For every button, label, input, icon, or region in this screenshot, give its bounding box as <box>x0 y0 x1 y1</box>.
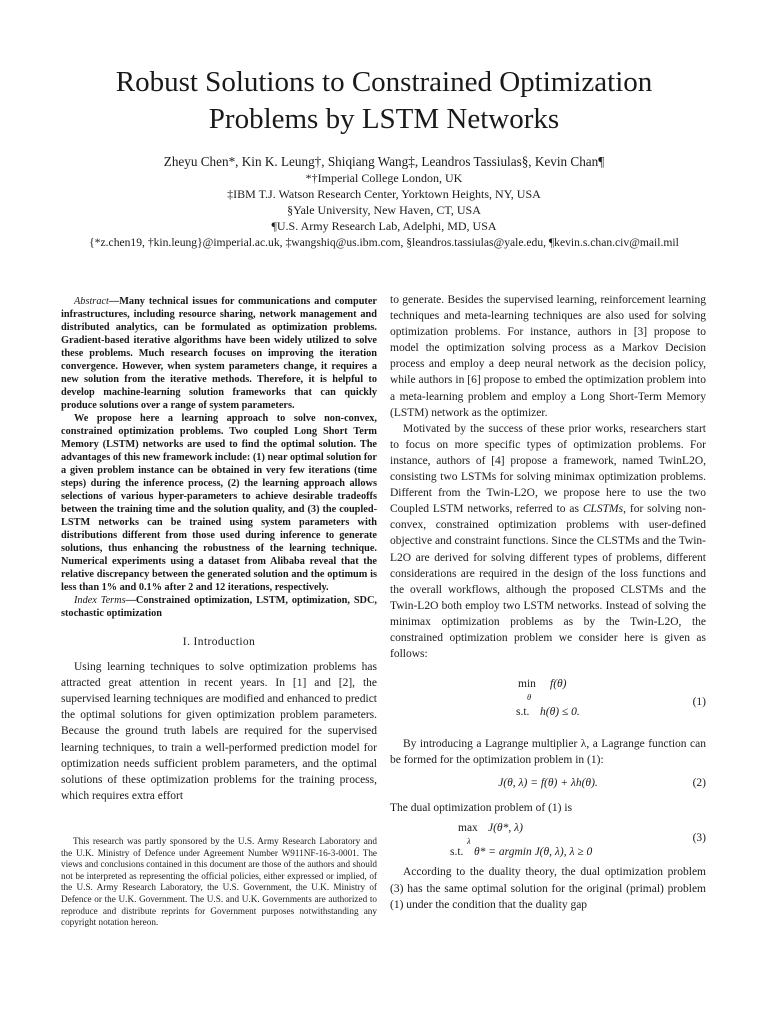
clstms-term: CLSTMs <box>582 503 624 516</box>
eq1-number: (1) <box>692 696 706 709</box>
eq1-min-operator: min <box>518 678 536 691</box>
right-paragraph-2-text-a: Motivated by the success of these prior works, researchers start to focus on more specific types of optimization problems. For instance, authors of [4] propose a framework, named TwinL2O, consisting two LSTMs for solving minimax optimization problems. Different from the Twin-L2O, we propose here to use the two Coupled LSTM networks, referred to as <box>390 422 706 516</box>
affiliation-yale: §Yale University, New Haven, CT, USA <box>287 203 481 217</box>
right-paragraph-3: By introducing a Lagrange multiplier λ, a Lagrange function can be formed for the optimization problem in (1): <box>390 738 706 767</box>
eq3-max-subscript: λ <box>467 836 471 847</box>
eq3-objective: J(θ*, λ) <box>488 822 523 835</box>
equation-3 <box>390 816 706 860</box>
affiliation-ibm: ‡IBM T.J. Watson Research Center, Yorktown Heights, NY, USA <box>227 187 541 201</box>
index-terms-label: Index Terms <box>74 595 126 606</box>
eq3-constraint: θ* = argmin J(θ, λ), λ ≥ 0 <box>474 846 593 859</box>
abstract-label: Abstract <box>74 296 109 307</box>
right-column <box>390 292 706 913</box>
abstract-text-1: —Many technical issues for communications and computer infrastructures, including resource sharing, network management and distributed analytics, can be formulated as optimization problems. Gradient-based iterative algorithms have been widely utilized to solve these problems. Much research focuses on improving the iteration convergence. However, when system parameters change, it requires a new solution from the iterative methods. Therefore, it is helpful to develop machine-learning solution frameworks that can quickly produce solutions over a range of system parameters. <box>61 296 377 411</box>
right-paragraph-2-text-b: , for solving non-convex, constrained optimization problems with user-defined objective and constraint functions. Since the CLSTMs and the Twin-L2O are derived for solving different types of problems, different considerations are required in the design of the loss functions and the overall workflows, although the proposed CLSTMs and the Twin-L2O both employ two LSTM networks. Instead of solving the minimax optimization problems as by the Twin-L2O, the constrained optimization problem we consider here is given as follows: <box>390 503 706 661</box>
author-list: Zheyu Chen*, Kin K. Leung†, Shiqiang Wang‡, Leandros Tassiulas§, Kevin Chan¶ <box>163 154 605 169</box>
affiliation-arl: ¶U.S. Army Research Lab, Adelphi, MD, USA <box>271 219 497 233</box>
eq3-st-label: s.t. <box>450 846 464 859</box>
eq2-body: J(θ, λ) = f(θ) + λh(θ). <box>498 777 598 790</box>
affiliation-imperial: *†Imperial College London, UK <box>305 171 463 185</box>
title-line-1: Robust Solutions to Constrained Optimization <box>115 66 653 98</box>
equation-2 <box>390 768 706 798</box>
left-column <box>61 295 377 804</box>
eq1-objective: f(θ) <box>550 678 567 691</box>
eq2-number: (2) <box>692 777 706 790</box>
abstract-paragraph-1 <box>61 295 377 412</box>
paper-title <box>40 64 728 138</box>
right-paragraph-5: According to the duality theory, the dual optimization problem (3) has the same optimal solution for the original (primal) problem (1) under the condition that the duality gap <box>390 866 706 911</box>
funding-footnote: This research was partly sponsored by the U.S. Army Research Laboratory and the U.K. Ministry of Defence under Agreement Number W911NF-16-3-0001. The views and conclusions contained in this document are those of the authors and should not be interpreted as representing the official policies, either expressed or implied, of the U.S. Army Research Laboratory, the U.S. Government, the U.K. Ministry of Defence or the U.K. Government. The U.S. and U.K. Governments are authorized to reproduce and distribute reprints for Government purposes notwithstanding any copyright notation hereon. <box>61 836 377 928</box>
eq1-st-label: s.t. <box>516 706 530 719</box>
index-terms <box>61 594 377 620</box>
equation-1 <box>390 676 706 728</box>
intro-paragraph-1: Using learning techniques to solve optimization problems has attracted great attention in recent years. In [1] and [2], the supervised learning techniques are modified and enhanced to predict the optimal solutions for given optimization problem parameters. Because the ground truth labels are required for the supervised learning techniques, to train a well-performed prediction model for optimization needs sufficient problem parameters, and the optimal solutions of these optimization problems for the training process, which requires extra effort <box>61 661 377 802</box>
title-line-2: Problems by LSTM Networks <box>208 103 560 135</box>
eq1-min-subscript: θ <box>527 692 532 703</box>
right-paragraph-1: to generate. Besides the supervised learning, reinforcement learning techniques and meta-learning techniques are also used for solving optimization problems. For instance, authors in [3] propose to model the optimization solving process as a Markov Decision process and employ a deep neural network as the decision policy, while authors in [6] propose to embed the optimization problem into a meta-learning problem and employ a Long Short-Term Memory (LSTM) network as the optimizer. <box>390 294 706 419</box>
abstract-paragraph-2: We propose here a learning approach to solve non-convex, constrained optimization problems. Two coupled Long Short Term Memory (LSTM) networks are used to find the optimal solution. The advantages of this new framework include: (1) near optimal solution for a given problem instance can be obtained in very few iterations (time steps) during the inference process, (2) the learning approach allows selections of various hyper-parameters to achieve desirable tradeoffs between the training time and the solution quality, and (3) the coupled-LSTM networks can be trained using system parameters with distributions different from those used during inference to generate solutions, thus enhancing the robustness of the learning technique. Numerical experiments using a dataset from Alibaba reveal that the relative discrepancy between the generated solution and the optimum is less than 1% and 0.1% after 2 and 12 iterations, respectively. <box>61 413 377 593</box>
eq1-constraint: h(θ) ≤ 0. <box>540 706 580 719</box>
index-terms-text: —Constrained optimization, LSTM, optimization, SDC, stochastic optimization <box>61 595 377 619</box>
right-paragraph-2 <box>390 421 706 662</box>
author-emails: {*z.chen19, †kin.leung}@imperial.ac.uk, ‡wangshiq@us.ibm.com, §leandros.tassiulas@yale.edu, ¶kevin.s.chan.civ@mail.mil <box>89 236 679 249</box>
eq3-max-operator: max <box>458 822 478 835</box>
right-paragraph-4: The dual optimization problem of (1) is <box>390 802 573 815</box>
section-heading-introduction: I. Introduction <box>182 636 256 648</box>
eq3-number: (3) <box>692 832 706 845</box>
